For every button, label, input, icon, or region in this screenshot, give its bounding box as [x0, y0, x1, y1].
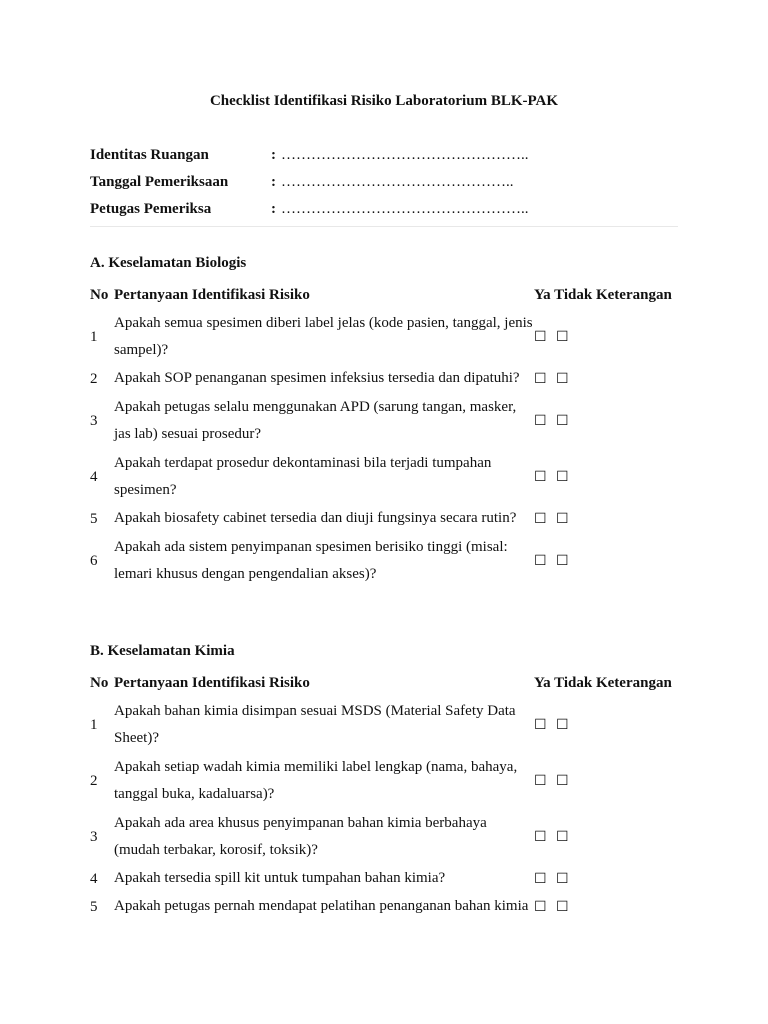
row-question: Apakah tersedia spill kit untuk tumpahan bahan kimia?	[114, 870, 446, 887]
tidak-checkbox[interactable]: ☐	[556, 871, 569, 887]
ya-checkbox[interactable]: ☐	[534, 371, 547, 387]
section-biologis	[90, 253, 678, 589]
table-row	[90, 449, 678, 505]
tidak-checkbox[interactable]: ☐	[556, 717, 569, 733]
tidak-checkbox[interactable]: ☐	[556, 371, 569, 387]
ya-checkbox[interactable]: ☐	[534, 871, 547, 887]
identity-colon: :	[271, 174, 276, 190]
table-row	[90, 865, 678, 893]
table-row	[90, 365, 678, 393]
keterangan-cell[interactable]	[578, 505, 678, 533]
tidak-checkbox[interactable]: ☐	[556, 773, 569, 789]
row-number: 2	[90, 772, 98, 789]
divider	[90, 226, 678, 227]
row-question: Apakah petugas pernah mendapat pelatihan penanganan bahan kimia	[114, 898, 529, 915]
table-row	[90, 893, 678, 921]
tidak-checkbox[interactable]: ☐	[556, 829, 569, 845]
column-header-ya-tidak-keterangan: Ya Tidak Keterangan	[534, 675, 672, 691]
identity-value-field[interactable]: ………………………………………..	[281, 174, 514, 190]
row-number: 3	[90, 828, 98, 845]
identity-row-inspector	[90, 199, 678, 226]
keterangan-cell[interactable]	[578, 809, 678, 865]
tidak-checkbox[interactable]: ☐	[556, 553, 569, 569]
ya-checkbox[interactable]: ☐	[534, 511, 547, 527]
table-row	[90, 753, 678, 809]
row-question: Apakah semua spesimen diberi label jelas (kode pasien, tanggal, jenis sampel)?	[114, 314, 533, 358]
row-number: 5	[90, 510, 98, 527]
row-question: Apakah setiap wadah kimia memiliki label lengkap (nama, bahaya, tanggal buka, kadaluarsa)?	[114, 758, 518, 802]
identity-label: Petugas Pemeriksa	[90, 201, 212, 217]
row-question: Apakah SOP penanganan spesimen infeksius tersedia dan dipatuhi?	[114, 370, 520, 387]
row-question: Apakah petugas selalu menggunakan APD (sarung tangan, masker, jas lab) sesuai prosedur?	[114, 398, 517, 442]
identity-row-room	[90, 145, 678, 172]
document-title: Checklist Identifikasi Risiko Laboratorium BLK-PAK	[209, 93, 559, 109]
row-question: Apakah ada sistem penyimpanan spesimen berisiko tinggi (misal: lemari khusus dengan pengendalian akses)?	[114, 538, 508, 582]
row-number: 2	[90, 370, 98, 387]
table-row	[90, 697, 678, 753]
table-row	[90, 533, 678, 589]
ya-checkbox[interactable]: ☐	[534, 717, 547, 733]
section-kimia	[90, 641, 678, 921]
table-row	[90, 309, 678, 365]
row-number: 4	[90, 468, 98, 485]
row-question: Apakah biosafety cabinet tersedia dan diuji fungsinya secara rutin?	[114, 510, 517, 527]
keterangan-cell[interactable]	[578, 533, 678, 589]
table-row	[90, 809, 678, 865]
table-row	[90, 393, 678, 449]
ya-checkbox[interactable]: ☐	[534, 469, 547, 485]
keterangan-cell[interactable]	[578, 365, 678, 393]
row-number: 3	[90, 412, 98, 429]
checklist-table	[90, 669, 678, 921]
keterangan-cell[interactable]	[578, 753, 678, 809]
identity-value-field[interactable]: …………………………………………..	[281, 147, 529, 163]
tidak-checkbox[interactable]: ☐	[556, 899, 569, 915]
identity-colon: :	[271, 201, 276, 217]
tidak-checkbox[interactable]: ☐	[556, 329, 569, 345]
keterangan-cell[interactable]	[578, 393, 678, 449]
ya-checkbox[interactable]: ☐	[534, 413, 547, 429]
column-header-no: No	[90, 675, 109, 691]
checklist-table	[90, 281, 678, 589]
row-number: 5	[90, 898, 98, 915]
ya-checkbox[interactable]: ☐	[534, 553, 547, 569]
ya-checkbox[interactable]: ☐	[534, 329, 547, 345]
row-question: Apakah terdapat prosedur dekontaminasi bila terjadi tumpahan spesimen?	[114, 454, 492, 498]
table-header-row	[90, 281, 678, 309]
keterangan-cell[interactable]	[578, 449, 678, 505]
row-number: 4	[90, 870, 98, 887]
keterangan-cell[interactable]	[578, 309, 678, 365]
section-title: A. Keselamatan Biologis	[90, 255, 247, 271]
row-number: 1	[90, 716, 98, 733]
row-number: 6	[90, 552, 98, 569]
identity-label: Tanggal Pemeriksaan	[90, 174, 229, 190]
column-header-ya-tidak-keterangan: Ya Tidak Keterangan	[534, 287, 672, 303]
identity-colon: :	[271, 147, 276, 163]
tidak-checkbox[interactable]: ☐	[556, 469, 569, 485]
column-header-no: No	[90, 287, 109, 303]
ya-checkbox[interactable]: ☐	[534, 773, 547, 789]
row-number: 1	[90, 328, 98, 345]
identity-label: Identitas Ruangan	[90, 147, 209, 163]
tidak-checkbox[interactable]: ☐	[556, 413, 569, 429]
identity-block	[90, 145, 678, 226]
column-header-question: Pertanyaan Identifikasi Risiko	[114, 675, 310, 691]
keterangan-cell[interactable]	[578, 697, 678, 753]
ya-checkbox[interactable]: ☐	[534, 899, 547, 915]
table-row	[90, 505, 678, 533]
section-title: B. Keselamatan Kimia	[90, 643, 235, 659]
keterangan-cell[interactable]	[578, 893, 678, 921]
table-header-row	[90, 669, 678, 697]
identity-row-date	[90, 172, 678, 199]
ya-checkbox[interactable]: ☐	[534, 829, 547, 845]
keterangan-cell[interactable]	[578, 865, 678, 893]
identity-value-field[interactable]: …………………………………………..	[281, 201, 529, 217]
row-question: Apakah bahan kimia disimpan sesuai MSDS (Material Safety Data Sheet)?	[114, 702, 516, 746]
row-question: Apakah ada area khusus penyimpanan bahan kimia berbahaya (mudah terbakar, korosif, toksik)?	[114, 814, 487, 858]
column-header-question: Pertanyaan Identifikasi Risiko	[114, 287, 310, 303]
tidak-checkbox[interactable]: ☐	[556, 511, 569, 527]
